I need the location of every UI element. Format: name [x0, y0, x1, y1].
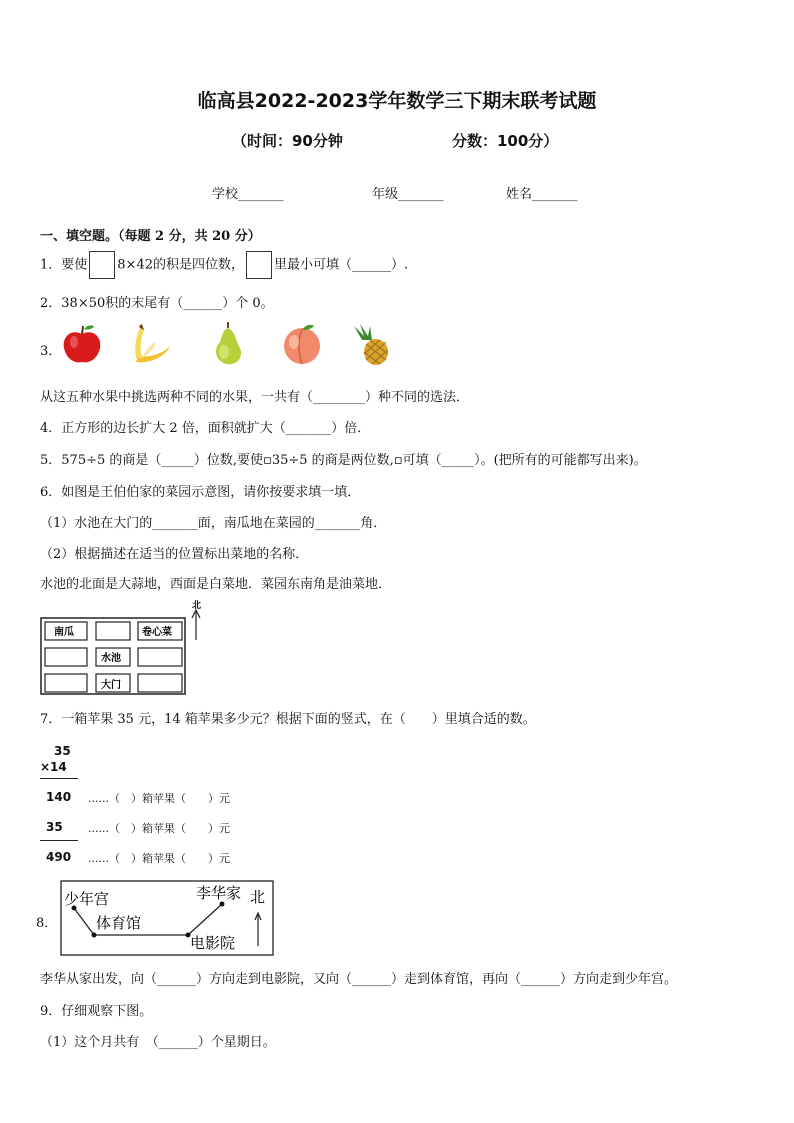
question-4: 4．正方形的边长扩大 2 倍，面积就扩大（_______）倍．	[40, 421, 371, 436]
calc-note-1: ......（ ）箱苹果（ ）元	[88, 792, 230, 805]
gym-label: 体育馆	[96, 914, 142, 932]
question-6: 6．如图是王伯伯家的菜园示意图，请你按要求填一填．	[40, 485, 361, 500]
question-8-number: 8．	[36, 916, 58, 931]
question-6-description: 水池的北面是大蒜地，西面是白菜地．菜园东南角是油菜地．	[40, 577, 392, 592]
grade-field: 年级_______	[372, 187, 444, 202]
question-5: 5．575÷5 的商是（_____）位数,要使▫35÷5 的商是两位数,▫可填（_____）。(把所有的可能都写出来)。	[40, 453, 647, 468]
calc-note-2: ......（ ）箱苹果（ ）元	[88, 822, 230, 835]
question-9-part-1: （1）这个月共有 （______）个星期日。	[40, 1035, 276, 1050]
school-field: 学校_______	[212, 187, 284, 202]
palace-label: 少年宫	[64, 890, 110, 908]
calc-note-3: ......（ ）箱苹果（ ）元	[88, 852, 230, 865]
calc-multiplicand: 35	[54, 744, 71, 758]
time-info: （时间：90分钟	[232, 132, 343, 150]
blank-box	[246, 251, 272, 279]
north-label: 北	[250, 888, 266, 906]
question-7: 7．一箱苹果 35 元，14 箱苹果多少元？根据下面的竖式，在（ ）里填合适的数。	[40, 712, 536, 727]
question-3-number: 3．	[40, 344, 62, 359]
page-title: 临高县2022-2023学年数学三下期末联考试题	[197, 90, 597, 112]
garden-diagram	[40, 600, 210, 700]
calc-partial-2: 35	[46, 820, 63, 834]
question-6-part-2: （2）根据描述在适当的位置标出菜地的名称．	[40, 547, 309, 562]
score-info: 分数：100分）	[452, 132, 559, 150]
pear-icon	[206, 322, 250, 366]
peach-icon	[280, 322, 324, 366]
banana-icon	[128, 322, 172, 366]
gate-label: 大门	[101, 680, 121, 691]
calc-multiplier: ×14	[40, 760, 67, 774]
question-9: 9．仔细观察下图。	[40, 1004, 153, 1019]
cabbage-label: 卷心菜	[142, 627, 172, 638]
name-field: 姓名_______	[506, 187, 578, 202]
calc-result: 490	[46, 850, 72, 864]
route-map	[60, 880, 274, 956]
question-1	[40, 251, 408, 279]
home-label: 李华家	[196, 884, 242, 902]
calc-rule	[40, 778, 78, 779]
calc-rule	[40, 840, 78, 841]
question-2: 2．38×50积的末尾有（______）个 0。	[40, 296, 274, 311]
pumpkin-label: 南瓜	[54, 627, 74, 638]
pineapple-icon	[350, 322, 394, 366]
question-6-part-1: （1）水池在大门的_______面，南瓜地在菜园的_______角．	[40, 516, 387, 531]
north-label: 北	[192, 601, 202, 611]
pool-label: 水池	[101, 653, 121, 664]
question-8: 李华从家出发，向（______）方向走到电影院，又向（______）走到体育馆，再向（______）方向走到少年宫。	[40, 972, 678, 987]
question-3: 从这五种水果中挑选两种不同的水果，一共有（________）种不同的选法．	[40, 390, 470, 405]
q1-part-b: 8×42的积是四位数，	[117, 257, 244, 273]
blank-box	[89, 251, 115, 279]
apple-icon	[60, 322, 104, 366]
q1-part-a: 1．要使	[40, 257, 88, 273]
section-heading: 一、填空题。（每题 2 分，共 20 分）	[40, 229, 261, 244]
cinema-label: 电影院	[190, 934, 236, 952]
calc-partial-1: 140	[46, 790, 72, 804]
q1-part-c: 里最小可填（______）.	[274, 257, 409, 273]
